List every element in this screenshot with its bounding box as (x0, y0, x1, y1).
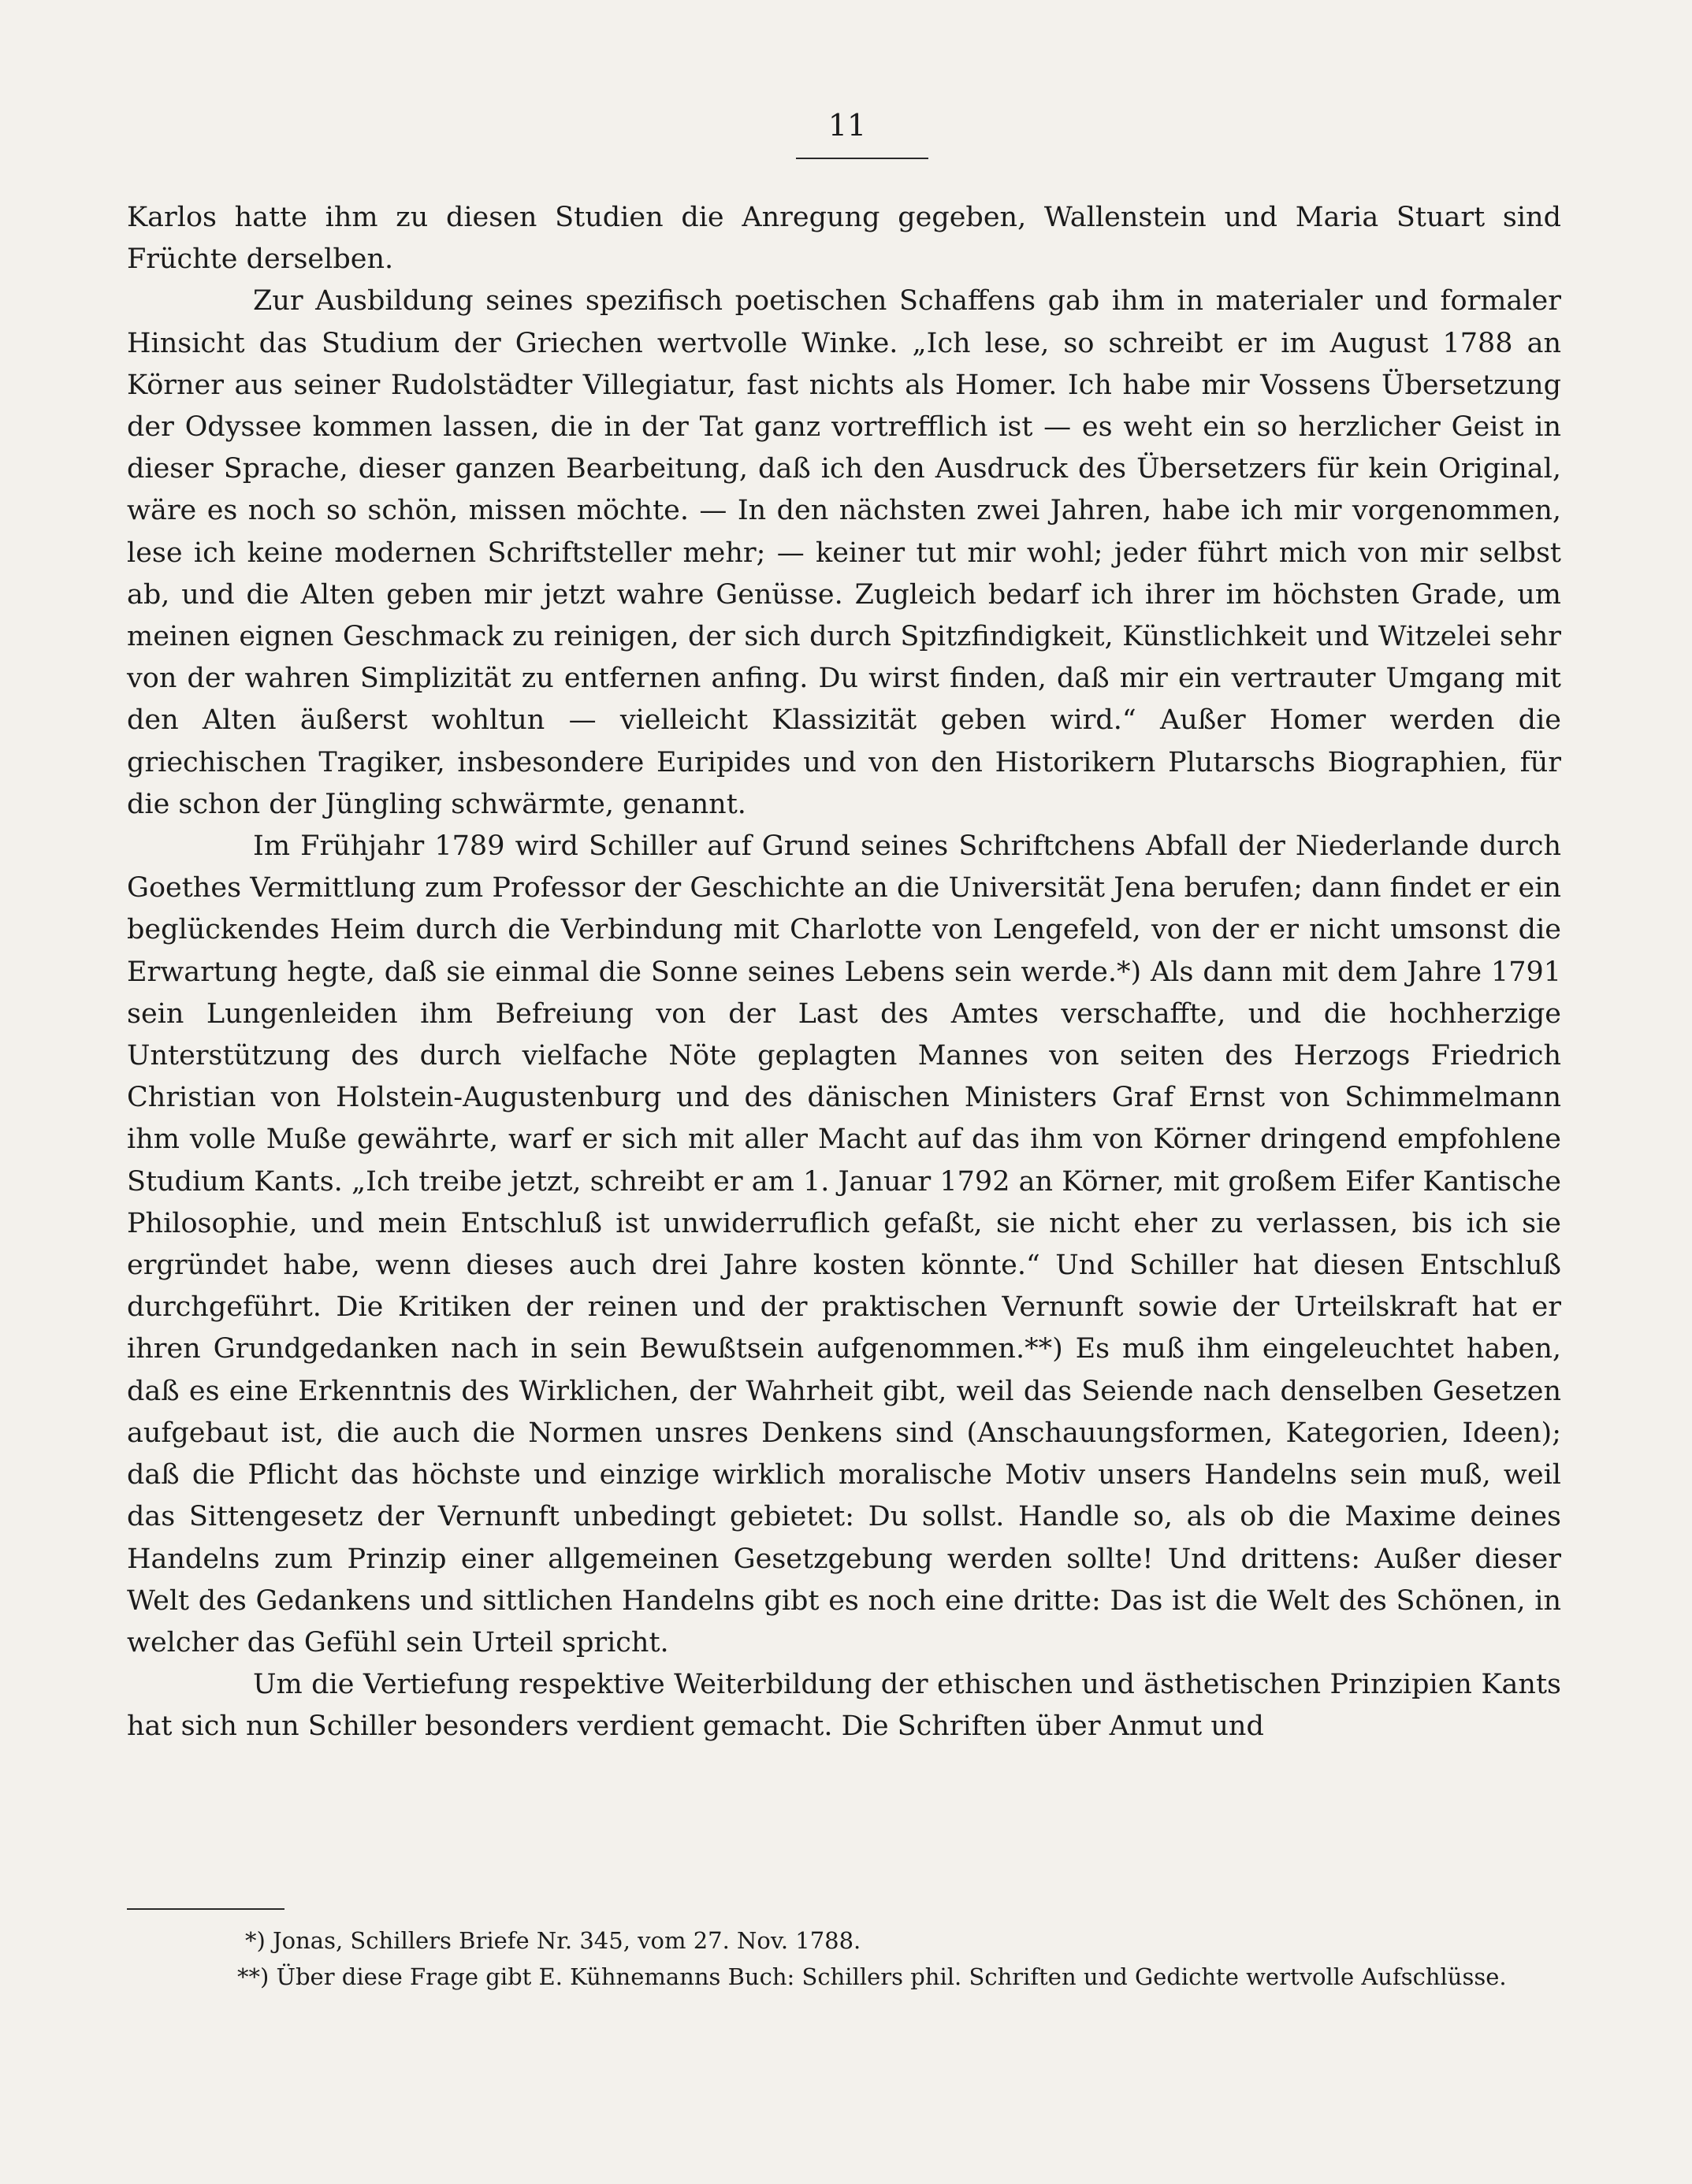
footnote-2: **) Über diese Frage gibt E. Kühnemanns Buch: Schillers phil. Schriften und Gedichte wertvolle Aufschlüsse. (237, 1963, 1507, 1990)
footnote-separator (127, 1908, 284, 1910)
paragraph-2: Zur Ausbildung seines spezifisch poetischen Schaffens gab ihm in materialer und formaler Hinsicht das Studium der Griechen wertvolle Winke. „Ich lese, so schreibt er im August 1788 an Körner aus seiner Rudolstädter Villegiatur, fast nichts als Homer. Ich habe mir Vossens Übersetzung der Odyssee kommen lassen, die in der Tat ganz vortrefflich ist — es weht ein so herzlicher Geist in dieser Sprache, dieser ganzen Bearbeitung, daß ich den Ausdruck des Übersetzers für kein Original, wäre es noch so schön, missen möchte. — In den nächsten zwei Jahren, habe ich mir vorgenommen, lese ich keine modernen Schriftsteller mehr; — keiner tut mir wohl; jeder führt mich von mir selbst ab, und die Alten geben mir jetzt wahre Genüsse. Zugleich bedarf ich ihrer im höchsten Grade, um meinen eignen Geschmack zu reinigen, der sich durch Spitzfindigkeit, Künstlichkeit und Witzelei sehr von der wahren Simplizität zu entfernen anfing. Du wirst finden, daß mir ein vertrauter Umgang mit den Alten äußerst wohltun — vielleicht Klassizität geben wird.“ Außer Homer werden die griechischen Tragiker, insbesondere Euripides und von den Historikern Plutarschs Biographien, für die schon der Jüngling schwärmte, genannt. (127, 285, 1561, 820)
footnotes (127, 1922, 1561, 1995)
paragraph-1: Karlos hatte ihm zu diesen Studien die Anregung gegeben, Wallenstein und Maria Stuart sind Früchte derselben. (127, 202, 1561, 276)
page-number-rule (796, 158, 928, 159)
page-number: 11 (827, 108, 867, 143)
main-text (127, 197, 1561, 1748)
footnote-1: *) Jonas, Schillers Briefe Nr. 345, vom 27. Nov. 1788. (245, 1927, 861, 1954)
paragraph-4: Um die Vertiefung respektive Weiterbildung der ethischen und ästhetischen Prinzipien Kants hat sich nun Schiller besonders verdient gemacht. Die Schriften über Anmut und (127, 1669, 1561, 1743)
paragraph-3: Im Frühjahr 1789 wird Schiller auf Grund seines Schriftchens Abfall der Niederlande durch Goethes Vermittlung zum Professor der Geschichte an die Universität Jena berufen; dann findet er ein beglückendes Heim durch die Verbindung mit Charlotte von Lengefeld, von der er nicht umsonst die Erwartung hegte, daß sie einmal die Sonne seines Lebens sein werde.*) Als dann mit dem Jahre 1791 sein Lungenleiden ihm Befreiung von der Last des Amtes verschaffte, und die hochherzige Unterstützung des durch vielfache Nöte geplagten Mannes von seiten des Herzogs Friedrich Christian von Holstein-Augustenburg und des dänischen Ministers Graf Ernst von Schimmelmann ihm volle Muße gewährte, warf er sich mit aller Macht auf das ihm von Körner dringend empfohlene Studium Kants. „Ich treibe jetzt, schreibt er am 1. Januar 1792 an Körner, mit großem Eifer Kantische Philosophie, und mein Entschluß ist unwiderruflich gefaßt, sie nicht eher zu verlassen, bis ich sie ergründet habe, wenn dieses auch drei Jahre kosten könnte.“ Und Schiller hat diesen Entschluß durchgeführt. Die Kritiken der reinen und der praktischen Vernunft sowie der Urteilskraft hat er ihren Grundgedanken nach in sein Bewußtsein aufgenommen.**) Es muß ihm eingeleuchtet haben, daß es eine Erkenntnis des Wirklichen, der Wahrheit gibt, weil das Seiende nach denselben Gesetzen aufgebaut ist, die auch die Normen unsres Denkens sind (Anschauungsformen, Kategorien, Ideen); daß die Pflicht das höchste und einzige wirklich moralische Motiv unsers Handelns sein muß, weil das Sittengesetz der Vernunft unbedingt gebietet: Du sollst. Handle so, als ob die Maxime deines Handelns zum Prinzip einer allgemeinen Gesetzgebung werden sollte! Und drittens: Außer dieser Welt des Gedankens und sittlichen Handelns gibt es noch eine dritte: Das ist die Welt des Schönen, in welcher das Gefühl sein Urteil spricht. (127, 830, 1561, 1658)
